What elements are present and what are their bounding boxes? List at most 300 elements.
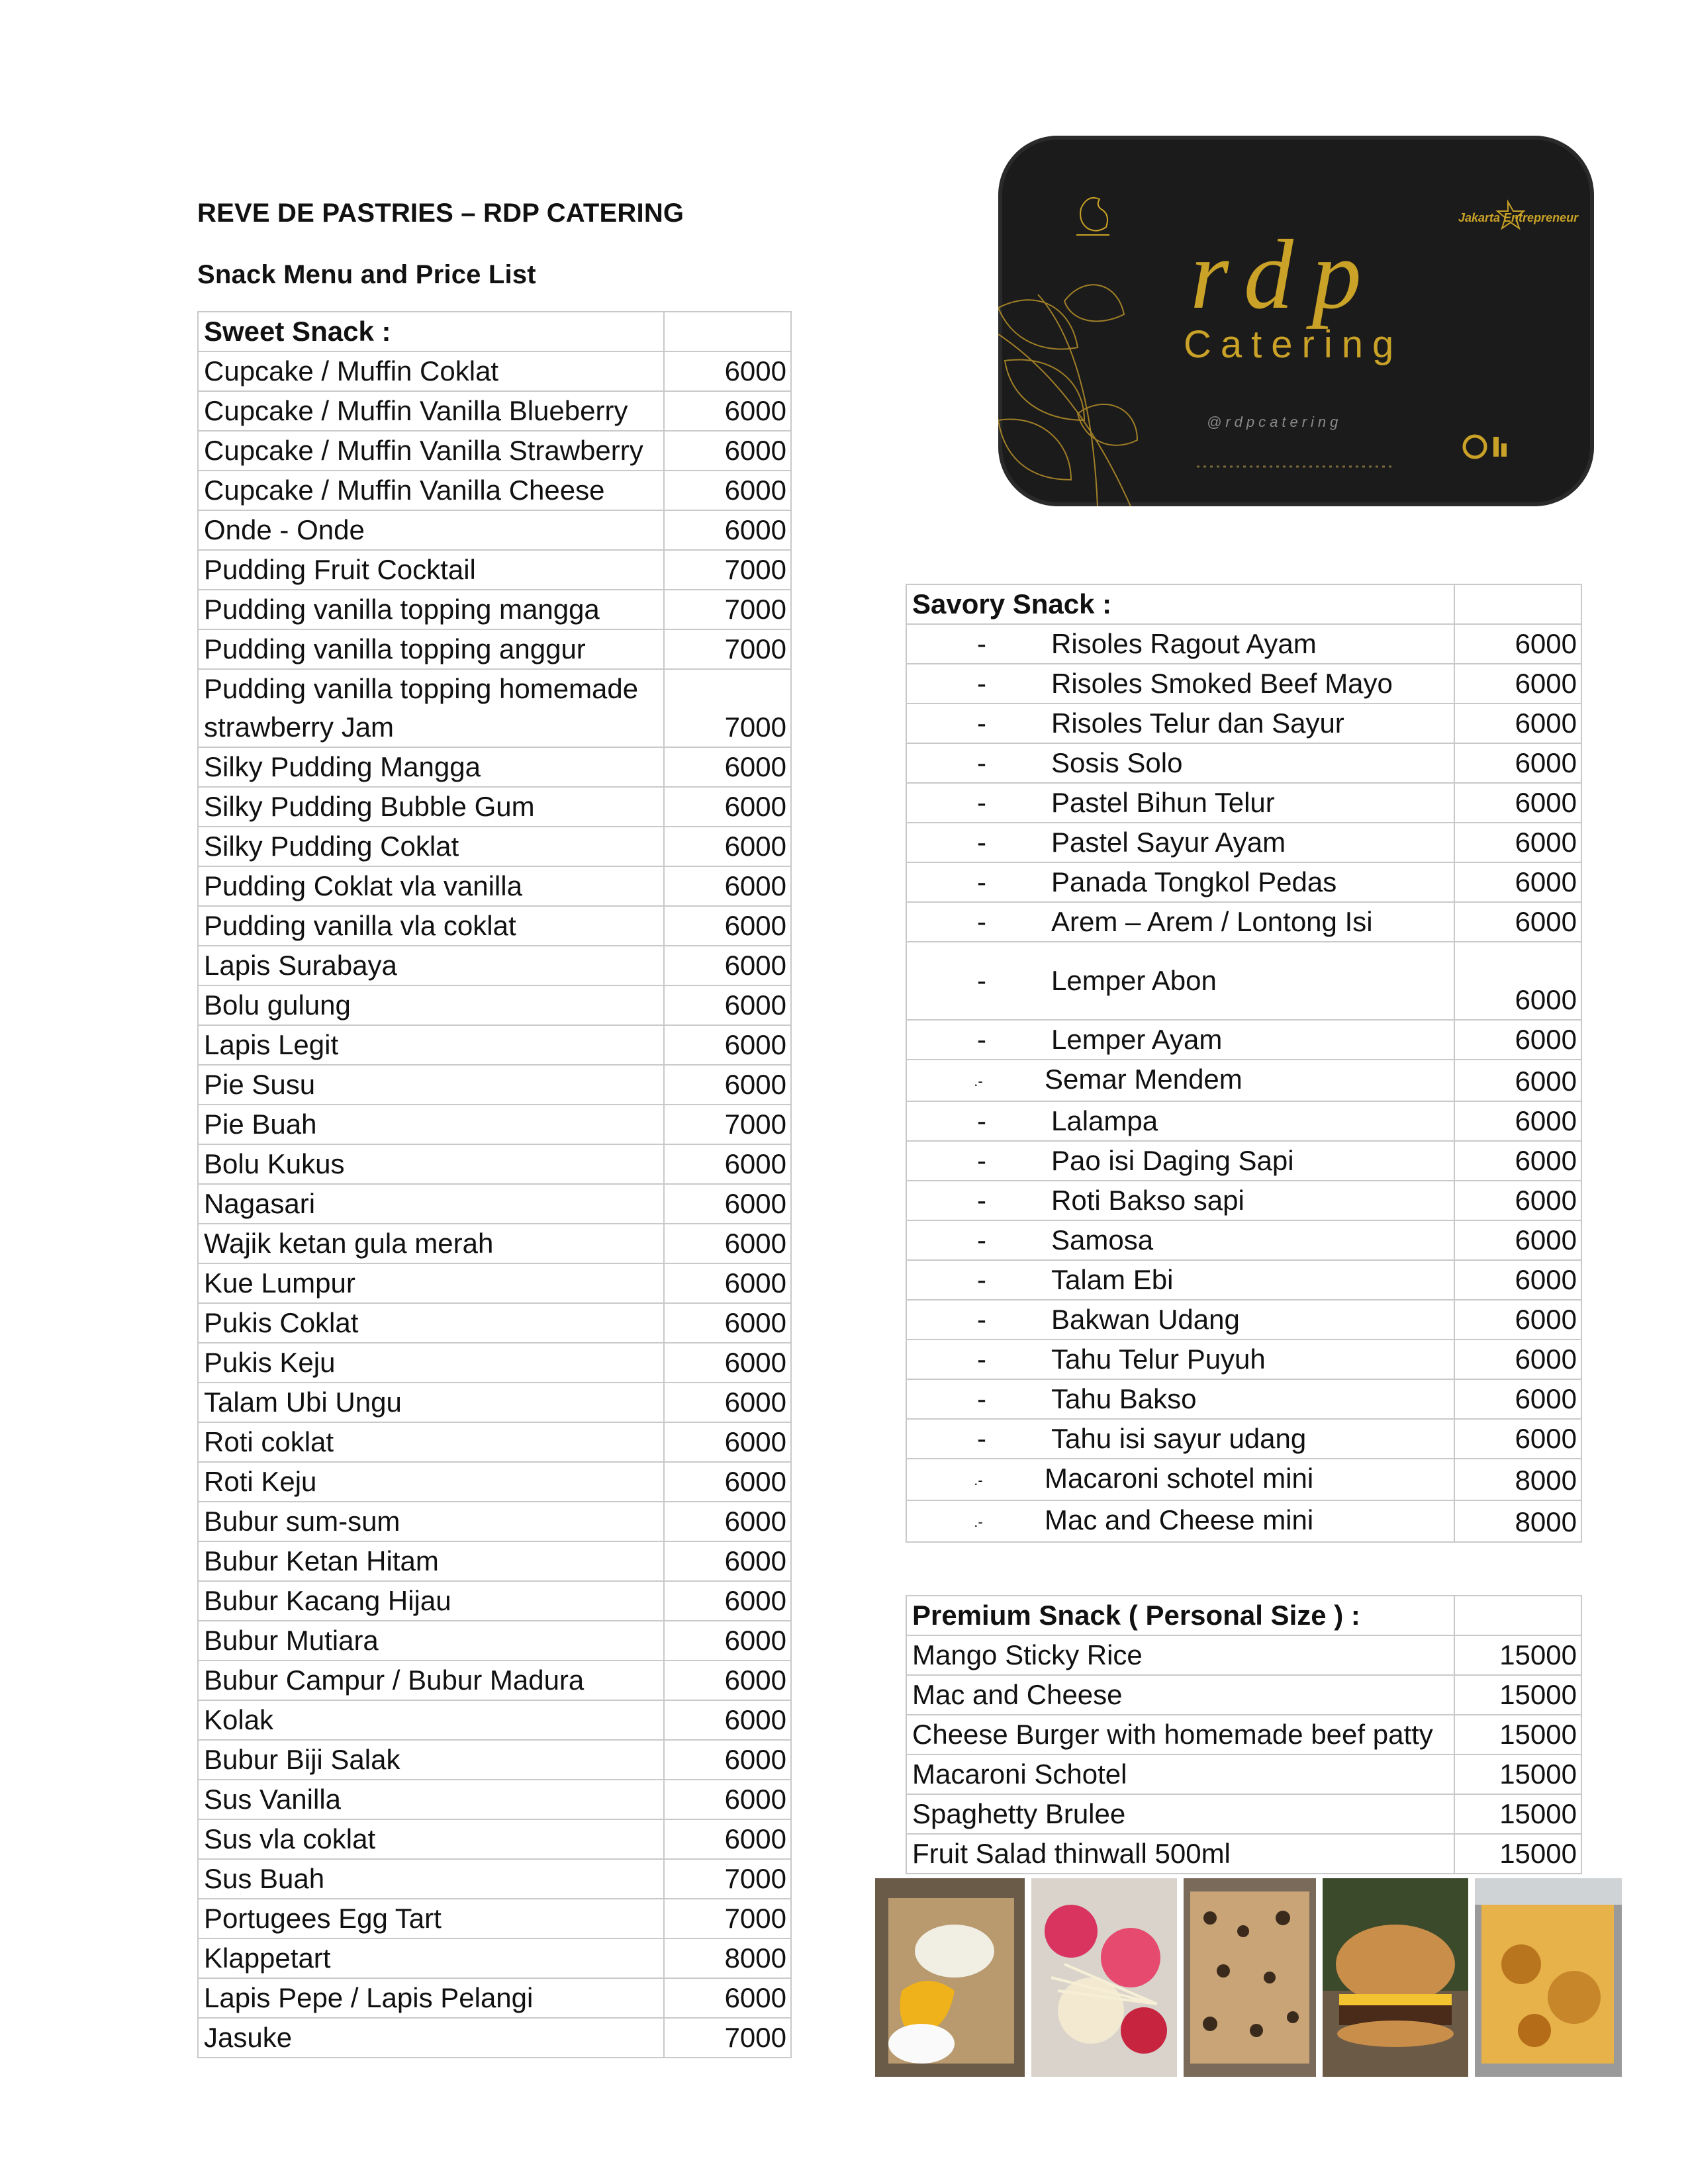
table-row (198, 1422, 791, 1462)
item-price: 6000 (664, 391, 791, 431)
item-name-cell (198, 787, 664, 827)
item-name: Wajik ketan gula merah (204, 1228, 494, 1259)
table-row (198, 391, 791, 431)
table-row (906, 704, 1581, 743)
item-price: 7000 (664, 1899, 791, 1938)
table-row (198, 1144, 791, 1184)
item-name-cell (198, 946, 664, 985)
photo-mango-sticky-rice (875, 1878, 1025, 2077)
bullet-dash: - (977, 668, 986, 699)
bullet-dash: .- (974, 1072, 983, 1089)
item-name-cell (906, 1500, 1454, 1542)
item-name: Risoles Smoked Beef Mayo (1051, 668, 1393, 699)
item-name: Lalampa (1051, 1105, 1158, 1136)
photo-fruit-salad (1031, 1878, 1177, 2077)
table-row (198, 1263, 791, 1303)
item-price: 7000 (664, 1859, 791, 1899)
item-price: 6000 (664, 1621, 791, 1661)
item-name-cell (906, 1300, 1454, 1340)
item-name-cell (906, 1379, 1454, 1419)
item-name-cell (198, 1819, 664, 1859)
item-name-cell (906, 1220, 1454, 1260)
page-subtitle: Snack Menu and Price List (197, 260, 536, 289)
table-row (198, 1025, 791, 1065)
item-price: 8000 (1454, 1459, 1581, 1500)
item-price: 6000 (664, 1303, 791, 1343)
table-row (198, 1502, 791, 1541)
item-name: Bubur Mutiara (204, 1625, 379, 1656)
item-name-cell (198, 669, 664, 747)
brand-script: rdp (1190, 220, 1380, 330)
table-row (906, 1419, 1581, 1459)
item-price: 7000 (664, 550, 791, 590)
item-price: 7000 (664, 629, 791, 669)
table-row (906, 664, 1581, 704)
item-name: Cupcake / Muffin Vanilla Blueberry (204, 395, 628, 426)
item-name-cell (906, 1834, 1454, 1874)
price-header-cell (664, 312, 791, 351)
item-price: 6000 (664, 1700, 791, 1740)
item-name: Tahu Telur Puyuh (1051, 1343, 1266, 1375)
item-price: 15000 (1454, 1794, 1581, 1834)
item-name-cell (198, 1343, 664, 1383)
table-row (198, 1978, 791, 2018)
item-name-cell (906, 1141, 1454, 1181)
table-row (906, 1060, 1581, 1101)
item-name: Nagasari (204, 1188, 316, 1219)
item-name-cell (906, 1459, 1454, 1500)
item-name: Bubur Kacang Hijau (204, 1585, 451, 1616)
item-name: Silky Pudding Bubble Gum (204, 791, 535, 822)
premium-snack-heading: Premium Snack ( Personal Size ) : (906, 1596, 1454, 1635)
item-name: Risoles Ragout Ayam (1051, 628, 1317, 659)
item-name-cell (906, 1340, 1454, 1379)
table-row (198, 1780, 791, 1819)
item-name-cell (906, 862, 1454, 902)
table-row (198, 1740, 791, 1780)
item-price: 6000 (664, 1581, 791, 1621)
item-name-cell (906, 1635, 1454, 1675)
item-price: 6000 (664, 1661, 791, 1700)
item-name-cell (198, 1184, 664, 1224)
bullet-dash: - (977, 965, 986, 996)
bullet-dash: - (977, 906, 986, 937)
item-name: Lapis Pepe / Lapis Pelangi (204, 1982, 534, 2013)
item-name-cell (906, 624, 1454, 664)
recycle-icon (1464, 436, 1507, 457)
bullet-dash: - (977, 747, 986, 778)
item-price: 6000 (664, 1144, 791, 1184)
table-row (198, 1700, 791, 1740)
item-name-cell (906, 1181, 1454, 1220)
item-name: Talam Ebi (1051, 1263, 1174, 1295)
item-name-cell (198, 1303, 664, 1343)
item-name-cell (198, 1978, 664, 2018)
table-row (198, 1065, 791, 1105)
item-name: Tahu Bakso (1051, 1383, 1197, 1414)
item-name: Fruit Salad thinwall 500ml (912, 1838, 1231, 1869)
item-name: Pudding Coklat vla vanilla (204, 870, 522, 901)
item-name-cell (906, 1101, 1454, 1141)
item-name: Pie Buah (204, 1109, 317, 1140)
item-name-cell (906, 823, 1454, 862)
item-price: 6000 (1454, 704, 1581, 743)
table-row (906, 1754, 1581, 1794)
table-row (906, 1459, 1581, 1500)
item-price: 7000 (664, 1105, 791, 1144)
item-name: Sus Buah (204, 1863, 325, 1894)
item-price: 6000 (664, 471, 791, 510)
photo-macaroni-schotel (1184, 1878, 1316, 2077)
item-name-cell (906, 1260, 1454, 1300)
item-name: Cupcake / Muffin Vanilla Cheese (204, 475, 605, 506)
table-row (198, 1938, 791, 1978)
table-row (906, 1101, 1581, 1141)
item-price: 6000 (1454, 783, 1581, 823)
item-name: Bakwan Udang (1051, 1303, 1240, 1335)
item-name: Kue Lumpur (204, 1267, 355, 1298)
bullet-dash: - (977, 628, 986, 659)
item-name-cell (198, 1899, 664, 1938)
item-price: 6000 (664, 1978, 791, 2018)
item-price: 6000 (664, 1462, 791, 1502)
item-price: 15000 (1454, 1635, 1581, 1675)
item-name: Bolu Kukus (204, 1148, 345, 1179)
table-row (906, 1340, 1581, 1379)
item-name: Mango Sticky Rice (912, 1639, 1143, 1670)
item-name: Silky Pudding Mangga (204, 751, 481, 782)
item-name-cell (198, 351, 664, 391)
sweet-snack-heading: Sweet Snack : (198, 312, 664, 351)
table-row (198, 2018, 791, 2058)
item-name-cell (198, 1621, 664, 1661)
table-row (198, 1462, 791, 1502)
table-row (198, 590, 791, 629)
table-row (198, 1581, 791, 1621)
table-row (198, 787, 791, 827)
item-price: 6000 (664, 1025, 791, 1065)
item-name-cell (198, 431, 664, 471)
bullet-dash: - (977, 1105, 986, 1136)
table-header-row (906, 584, 1581, 624)
item-name: Semar Mendem (1045, 1064, 1243, 1095)
item-price: 15000 (1454, 1715, 1581, 1754)
sweet-snack-table (197, 311, 792, 2058)
item-price: 15000 (1454, 1754, 1581, 1794)
table-row (906, 1794, 1581, 1834)
item-name: Klappetart (204, 1942, 331, 1974)
item-name-cell (906, 1419, 1454, 1459)
table-row (198, 669, 791, 747)
table-row (198, 1541, 791, 1581)
item-name-cell (198, 391, 664, 431)
table-row (198, 1303, 791, 1343)
item-name-cell (198, 1780, 664, 1819)
item-price: 8000 (1454, 1500, 1581, 1542)
item-name-cell (906, 942, 1454, 1020)
item-name: Tahu isi sayur udang (1051, 1422, 1307, 1454)
table-row (198, 1819, 791, 1859)
item-name: Portugees Egg Tart (204, 1903, 442, 1934)
item-name: Bubur Biji Salak (204, 1744, 400, 1775)
item-name: Mac and Cheese mini (1045, 1504, 1314, 1535)
table-row (198, 1105, 791, 1144)
item-name: Cupcake / Muffin Vanilla Strawberry (204, 435, 643, 466)
table-row (906, 1020, 1581, 1060)
item-price: 6000 (1454, 1060, 1581, 1101)
rdp-catering-logo (998, 136, 1594, 506)
table-row (198, 1224, 791, 1263)
item-name-cell (198, 1462, 664, 1502)
table-row (906, 1141, 1581, 1181)
item-name-cell (906, 1794, 1454, 1834)
badge-text: Jakarta Entrepreneur (1458, 211, 1579, 224)
item-price: 6000 (1454, 862, 1581, 902)
item-price: 6000 (664, 946, 791, 985)
item-name-cell (198, 2018, 664, 2058)
item-name-cell (198, 1422, 664, 1462)
item-price: 6000 (1454, 1181, 1581, 1220)
item-name: Pie Susu (204, 1069, 316, 1100)
item-name-cell (198, 590, 664, 629)
item-price: 6000 (1454, 1379, 1581, 1419)
item-name-cell (906, 1754, 1454, 1794)
table-row (906, 1300, 1581, 1340)
bullet-dash: - (977, 1343, 986, 1375)
item-name-cell (198, 906, 664, 946)
item-name-cell (198, 866, 664, 906)
table-row (198, 510, 791, 550)
bullet-dash: - (977, 1303, 986, 1335)
item-price: 6000 (1454, 1260, 1581, 1300)
item-price: 6000 (664, 1422, 791, 1462)
item-name-cell (198, 1700, 664, 1740)
item-price: 6000 (1454, 942, 1581, 1020)
table-row (906, 1260, 1581, 1300)
item-name-cell (198, 827, 664, 866)
table-row (198, 906, 791, 946)
bullet-dash: - (977, 1024, 986, 1055)
item-name-cell (198, 1105, 664, 1144)
item-name-cell (906, 1675, 1454, 1715)
item-name: Pudding vanilla vla coklat (204, 910, 516, 941)
table-row (198, 985, 791, 1025)
table-row (906, 1834, 1581, 1874)
table-row (198, 1859, 791, 1899)
item-price: 6000 (1454, 1020, 1581, 1060)
item-name: Lemper Ayam (1051, 1024, 1223, 1055)
item-price: 6000 (1454, 1340, 1581, 1379)
item-price: 6000 (1454, 1220, 1581, 1260)
item-price: 6000 (664, 510, 791, 550)
item-price: 7000 (664, 590, 791, 629)
item-price: 6000 (664, 1819, 791, 1859)
item-price: 6000 (664, 1780, 791, 1819)
table-row (198, 471, 791, 510)
brand-word: Catering (1184, 323, 1403, 366)
photo-cheese-burger (1323, 1878, 1468, 2077)
item-name: Sus vla coklat (204, 1823, 376, 1854)
bullet-dash: - (977, 787, 986, 818)
price-header-cell (1454, 584, 1581, 624)
item-price: 6000 (1454, 1419, 1581, 1459)
bullet-dash: .- (974, 1471, 983, 1488)
item-name-cell (198, 747, 664, 787)
bullet-dash: - (977, 866, 986, 897)
item-price: 6000 (664, 827, 791, 866)
item-price: 6000 (664, 1502, 791, 1541)
item-name: Pukis Coklat (204, 1307, 359, 1338)
item-price: 6000 (664, 1343, 791, 1383)
table-row (906, 942, 1581, 1020)
table-row (906, 1715, 1581, 1754)
table-row (198, 1383, 791, 1422)
item-name-cell (906, 704, 1454, 743)
table-row (198, 866, 791, 906)
bullet-dash: - (977, 1144, 986, 1176)
item-name: Onde - Onde (204, 514, 365, 545)
item-price: 6000 (664, 985, 791, 1025)
item-price: 6000 (1454, 1101, 1581, 1141)
item-name: Bubur Campur / Bubur Madura (204, 1664, 585, 1696)
item-price: 6000 (1454, 1141, 1581, 1181)
item-name: Lapis Surabaya (204, 950, 397, 981)
item-name-cell (198, 1859, 664, 1899)
item-name: Macaroni Schotel (912, 1758, 1127, 1790)
bullet-dash: - (977, 1383, 986, 1414)
item-name: Sosis Solo (1051, 747, 1183, 778)
table-row (198, 946, 791, 985)
item-price: 6000 (664, 351, 791, 391)
premium-snack-table (906, 1595, 1582, 1874)
table-row (906, 1379, 1581, 1419)
savory-snack-heading: Savory Snack : (906, 584, 1454, 624)
item-name: Pastel Sayur Ayam (1051, 827, 1286, 858)
logo-artwork (998, 136, 1594, 506)
item-name-cell (906, 664, 1454, 704)
item-name-cell (198, 471, 664, 510)
item-name-cell (198, 1661, 664, 1700)
item-name-cell (198, 1740, 664, 1780)
item-name: Pudding vanilla topping mangga (204, 594, 600, 625)
item-price: 6000 (664, 1263, 791, 1303)
photo-mac-and-cheese (1475, 1878, 1622, 2077)
item-name-cell (198, 1224, 664, 1263)
item-name-cell (198, 1144, 664, 1184)
item-name: Pastel Bihun Telur (1051, 787, 1275, 818)
bullet-dash: - (977, 1224, 986, 1255)
item-name: Lapis Legit (204, 1029, 339, 1060)
item-name: Spaghetty Brulee (912, 1798, 1126, 1829)
table-row (198, 351, 791, 391)
table-row (906, 783, 1581, 823)
item-name-cell (198, 1938, 664, 1978)
item-name: Bubur Ketan Hitam (204, 1545, 439, 1576)
table-row (906, 1635, 1581, 1675)
item-price: 7000 (664, 2018, 791, 2058)
item-name: Cupcake / Muffin Coklat (204, 355, 499, 387)
item-name-cell (198, 1581, 664, 1621)
item-name: Roti Keju (204, 1466, 317, 1497)
item-name-cell (198, 550, 664, 590)
leaf-ornament-icon (998, 285, 1137, 506)
item-price: 6000 (664, 431, 791, 471)
bullet-dash: .- (974, 1513, 983, 1530)
item-name: Roti coklat (204, 1426, 334, 1457)
item-name: Jasuke (204, 2022, 293, 2053)
item-name: Panada Tongkol Pedas (1051, 866, 1337, 897)
item-name: Silky Pudding Coklat (204, 831, 459, 862)
price-header-cell (1454, 1596, 1581, 1635)
item-name: Cheese Burger with homemade beef patty (912, 1719, 1433, 1750)
item-price: 6000 (664, 787, 791, 827)
item-price: 6000 (664, 1383, 791, 1422)
table-row (906, 743, 1581, 783)
item-price: 6000 (664, 1065, 791, 1105)
item-name: Arem – Arem / Lontong Isi (1051, 906, 1373, 937)
bullet-dash: - (977, 707, 986, 739)
table-row (906, 1181, 1581, 1220)
item-price: 6000 (664, 1224, 791, 1263)
item-price: 6000 (664, 1184, 791, 1224)
item-name-cell (906, 1060, 1454, 1101)
item-name: Macaroni schotel mini (1045, 1462, 1314, 1494)
table-row (906, 1220, 1581, 1260)
item-name: Roti Bakso sapi (1051, 1184, 1244, 1216)
table-row (198, 1184, 791, 1224)
table-row (906, 1675, 1581, 1715)
item-name-cell (198, 1065, 664, 1105)
table-row (198, 550, 791, 590)
item-name-cell (198, 1263, 664, 1303)
bullet-dash: - (977, 1184, 986, 1216)
table-row (198, 747, 791, 787)
table-row (198, 1343, 791, 1383)
rooster-badge-icon (1076, 198, 1109, 235)
item-name: Bolu gulung (204, 989, 351, 1021)
item-price: 15000 (1454, 1675, 1581, 1715)
item-price: 6000 (1454, 743, 1581, 783)
item-name: Pudding Fruit Cocktail (204, 554, 476, 585)
bullet-dash: - (977, 827, 986, 858)
item-name-cell (198, 510, 664, 550)
item-price: 7000 (664, 669, 791, 747)
item-name: Talam Ubi Ungu (204, 1387, 402, 1418)
table-row (198, 1661, 791, 1700)
item-name: Pukis Keju (204, 1347, 336, 1378)
item-name-cell (198, 629, 664, 669)
table-row (198, 1899, 791, 1938)
table-row (906, 624, 1581, 664)
table-header-row (906, 1596, 1581, 1635)
table-row (198, 431, 791, 471)
item-name-cell (906, 783, 1454, 823)
item-name: Kolak (204, 1704, 274, 1735)
table-row (906, 1500, 1581, 1542)
table-row (198, 629, 791, 669)
table-header-row (198, 312, 791, 351)
item-name-cell (906, 1715, 1454, 1754)
table-row (198, 1621, 791, 1661)
item-price: 6000 (1454, 823, 1581, 862)
item-name-cell (906, 902, 1454, 942)
brand-handle: @rdpcatering (1207, 414, 1342, 430)
item-name: Bubur sum-sum (204, 1506, 400, 1537)
item-price: 6000 (1454, 664, 1581, 704)
item-price: 15000 (1454, 1834, 1581, 1874)
item-price: 6000 (1454, 624, 1581, 664)
item-price: 6000 (664, 1740, 791, 1780)
